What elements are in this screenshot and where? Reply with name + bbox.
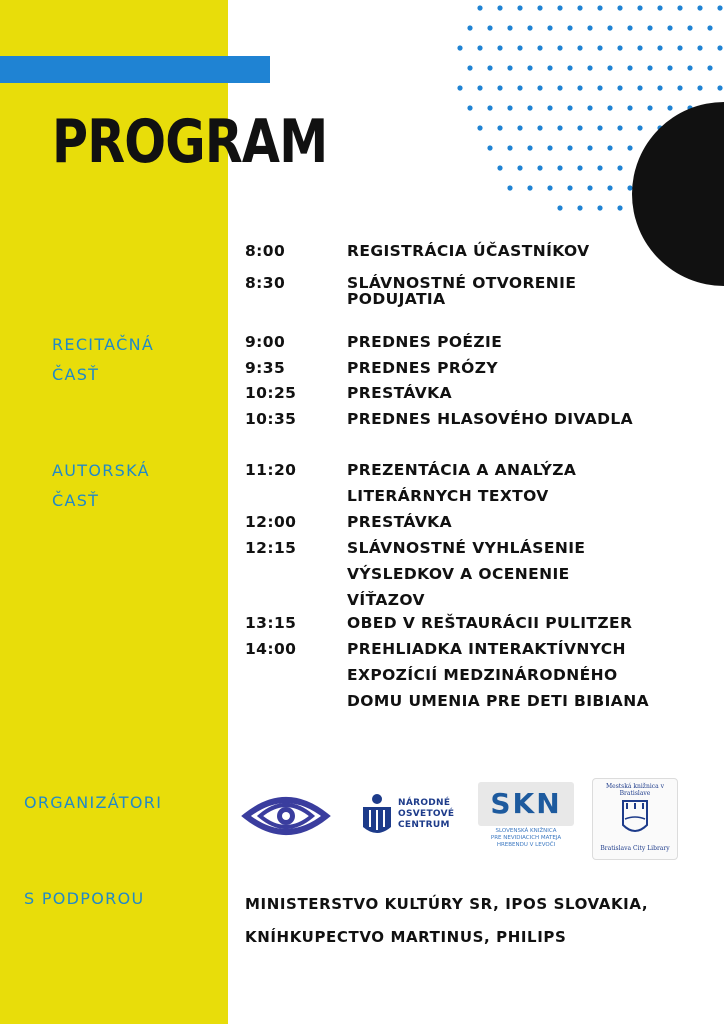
dot-icon bbox=[567, 25, 572, 30]
dot-icon bbox=[557, 45, 562, 50]
dot-icon bbox=[597, 205, 602, 210]
page-title: PROGRAM bbox=[52, 107, 328, 177]
noc-text: OSVETOVÉ bbox=[398, 809, 455, 819]
dot-icon bbox=[537, 5, 542, 10]
dot-icon bbox=[657, 45, 662, 50]
dot-icon bbox=[717, 85, 722, 90]
dot-icon bbox=[557, 85, 562, 90]
dot-icon bbox=[627, 65, 632, 70]
dot-icon bbox=[627, 145, 632, 150]
noc-text: CENTRUM bbox=[398, 820, 450, 830]
schedule-activity: REGISTRÁCIA ÚČASTNÍKOV bbox=[347, 242, 590, 260]
dot-icon bbox=[557, 125, 562, 130]
dot-icon bbox=[637, 45, 642, 50]
dot-icon bbox=[627, 185, 632, 190]
skn-logo bbox=[478, 782, 574, 856]
schedule-time: 8:30 bbox=[245, 274, 286, 292]
schedule-activity: PREDNES HLASOVÉHO DIVADLA bbox=[347, 410, 634, 428]
dot-icon bbox=[517, 85, 522, 90]
schedule-activity: PREHLIADKA INTERAKTÍVNYCH EXPOZÍCIÍ MEDZINÁRODNÉHO DOMU UMENIA PRE DETI BIBIANA bbox=[347, 640, 649, 710]
dot-icon bbox=[457, 45, 462, 50]
dot-icon bbox=[527, 65, 532, 70]
schedule-time: 10:35 bbox=[245, 410, 297, 428]
dot-icon bbox=[537, 45, 542, 50]
dot-icon bbox=[527, 105, 532, 110]
dot-icon bbox=[577, 45, 582, 50]
section-label-recitacna: RECITAČNÁ ČASŤ bbox=[52, 335, 155, 384]
dot-icon bbox=[677, 45, 682, 50]
dot-icon bbox=[507, 185, 512, 190]
dot-icon bbox=[477, 125, 482, 130]
schedule-time: 9:00 bbox=[245, 333, 286, 351]
dot-icon bbox=[657, 85, 662, 90]
schedule-activity: OBED V REŠTAURÁCII PULITZER bbox=[347, 614, 633, 632]
schedule-activity: PREZENTÁCIA A ANALÝZA LITERÁRNYCH TEXTOV bbox=[347, 461, 577, 505]
noc-logo bbox=[356, 790, 466, 842]
dot-icon bbox=[577, 205, 582, 210]
schedule-time: 14:00 bbox=[245, 640, 297, 658]
dot-icon bbox=[457, 85, 462, 90]
schedule-time: 12:00 bbox=[245, 513, 297, 531]
dot-icon bbox=[637, 125, 642, 130]
skn-text: SLOVENSKÁ KNIŽNICA bbox=[495, 828, 557, 834]
dot-icon bbox=[677, 5, 682, 10]
dot-icon bbox=[617, 45, 622, 50]
dot-icon bbox=[617, 165, 622, 170]
dot-icon bbox=[537, 85, 542, 90]
dot-icon bbox=[497, 165, 502, 170]
dot-icon bbox=[547, 25, 552, 30]
eye-logo bbox=[240, 790, 332, 842]
skn-text: PRE NEVIDIACICH MATEJA bbox=[490, 835, 562, 841]
skn-text: HREBENDU V LEVOČI bbox=[496, 842, 556, 848]
dot-icon bbox=[657, 5, 662, 10]
section-label-organizatori: ORGANIZÁTORI bbox=[24, 793, 163, 812]
dot-icon bbox=[497, 5, 502, 10]
dot-icon bbox=[517, 125, 522, 130]
schedule-time: 11:20 bbox=[245, 461, 297, 479]
dot-icon bbox=[647, 65, 652, 70]
schedule-time: 10:25 bbox=[245, 384, 297, 402]
dot-icon bbox=[717, 45, 722, 50]
dot-icon bbox=[617, 125, 622, 130]
section-label-autorska: AUTORSKÁ ČASŤ bbox=[52, 461, 150, 510]
dot-icon bbox=[567, 65, 572, 70]
dot-icon bbox=[627, 105, 632, 110]
dot-icon bbox=[547, 145, 552, 150]
dot-icon bbox=[667, 105, 672, 110]
dot-icon bbox=[587, 25, 592, 30]
dot-icon bbox=[487, 65, 492, 70]
dot-icon bbox=[647, 25, 652, 30]
dot-icon bbox=[667, 25, 672, 30]
dot-icon bbox=[577, 85, 582, 90]
city-library-text-top: Mestská knižnica v Bratislave bbox=[606, 783, 664, 797]
dot-icon bbox=[597, 165, 602, 170]
dot-icon bbox=[617, 5, 622, 10]
dot-icon bbox=[497, 45, 502, 50]
dot-icon bbox=[687, 25, 692, 30]
city-library-text-bottom: Bratislava City Library bbox=[600, 845, 670, 852]
dot-icon bbox=[467, 105, 472, 110]
city-library-logo bbox=[592, 778, 678, 860]
dot-icon bbox=[617, 85, 622, 90]
dot-icon bbox=[547, 185, 552, 190]
dot-icon bbox=[477, 5, 482, 10]
dot-icon bbox=[567, 185, 572, 190]
section-label-podpora: S PODPOROU bbox=[24, 889, 145, 908]
dot-icon bbox=[527, 25, 532, 30]
dot-icon bbox=[677, 85, 682, 90]
dot-icon bbox=[537, 125, 542, 130]
dot-icon bbox=[617, 205, 622, 210]
dot-icon bbox=[557, 165, 562, 170]
schedule-activity: PREDNES PRÓZY bbox=[347, 359, 499, 377]
dot-icon bbox=[587, 185, 592, 190]
dot-icon bbox=[697, 45, 702, 50]
noc-emblem-icon bbox=[360, 793, 394, 839]
dot-icon bbox=[517, 45, 522, 50]
schedule-activity: PREDNES POÉZIE bbox=[347, 333, 503, 351]
dot-icon bbox=[467, 65, 472, 70]
dot-icon bbox=[637, 5, 642, 10]
dot-icon bbox=[607, 105, 612, 110]
dot-icon bbox=[487, 145, 492, 150]
dot-icon bbox=[577, 5, 582, 10]
dot-icon bbox=[497, 125, 502, 130]
schedule-time: 8:00 bbox=[245, 242, 286, 260]
support-list: MINISTERSTVO KULTÚRY SR, IPOS SLOVAKIA, KNÍHKUPECTVO MARTINUS, PHILIPS bbox=[245, 895, 649, 946]
dot-icon bbox=[507, 65, 512, 70]
dot-icon bbox=[537, 165, 542, 170]
noc-text: NÁRODNÉ bbox=[398, 798, 451, 808]
schedule-activity: SLÁVNOSTNÉ OTVORENIE PODUJATIA bbox=[347, 274, 577, 308]
dot-icon bbox=[637, 85, 642, 90]
dot-icon bbox=[527, 145, 532, 150]
dot-icon bbox=[577, 125, 582, 130]
dot-icon bbox=[527, 185, 532, 190]
dot-icon bbox=[507, 145, 512, 150]
dot-icon bbox=[607, 185, 612, 190]
dot-icon bbox=[567, 105, 572, 110]
dot-icon bbox=[687, 65, 692, 70]
schedule-activity: SLÁVNOSTNÉ VYHLÁSENIE VÝSLEDKOV A OCENENIE VÍŤAZOV bbox=[347, 539, 586, 609]
dot-icon bbox=[607, 65, 612, 70]
dot-icon bbox=[467, 25, 472, 30]
dot-icon bbox=[717, 5, 722, 10]
dot-icon bbox=[587, 145, 592, 150]
dot-icon bbox=[477, 45, 482, 50]
skn-mark: SKN bbox=[490, 787, 562, 820]
schedule-time: 13:15 bbox=[245, 614, 297, 632]
dot-icon bbox=[547, 105, 552, 110]
dot-icon bbox=[627, 25, 632, 30]
dot-icon bbox=[577, 165, 582, 170]
dot-icon bbox=[507, 105, 512, 110]
dot-icon bbox=[517, 165, 522, 170]
dot-icon bbox=[567, 145, 572, 150]
dot-icon bbox=[597, 45, 602, 50]
dot-icon bbox=[597, 85, 602, 90]
dot-icon bbox=[697, 85, 702, 90]
dot-icon bbox=[487, 25, 492, 30]
dot-icon bbox=[607, 25, 612, 30]
dot-icon bbox=[487, 105, 492, 110]
schedule-activity: PRESTÁVKA bbox=[347, 384, 452, 402]
dot-icon bbox=[587, 65, 592, 70]
dot-icon bbox=[557, 205, 562, 210]
schedule-activity: PRESTÁVKA bbox=[347, 513, 452, 531]
dot-icon bbox=[697, 5, 702, 10]
dot-icon bbox=[517, 5, 522, 10]
dot-icon bbox=[497, 85, 502, 90]
schedule-time: 12:15 bbox=[245, 539, 297, 557]
dot-icon bbox=[587, 105, 592, 110]
dot-icon bbox=[597, 125, 602, 130]
dot-icon bbox=[557, 5, 562, 10]
dot-icon bbox=[607, 145, 612, 150]
schedule-time: 9:35 bbox=[245, 359, 286, 377]
dot-icon bbox=[507, 25, 512, 30]
dot-icon bbox=[547, 65, 552, 70]
dot-icon bbox=[597, 5, 602, 10]
dot-icon bbox=[477, 85, 482, 90]
dot-icon bbox=[667, 65, 672, 70]
dot-icon bbox=[647, 105, 652, 110]
dot-icon bbox=[707, 25, 712, 30]
dot-icon bbox=[707, 65, 712, 70]
